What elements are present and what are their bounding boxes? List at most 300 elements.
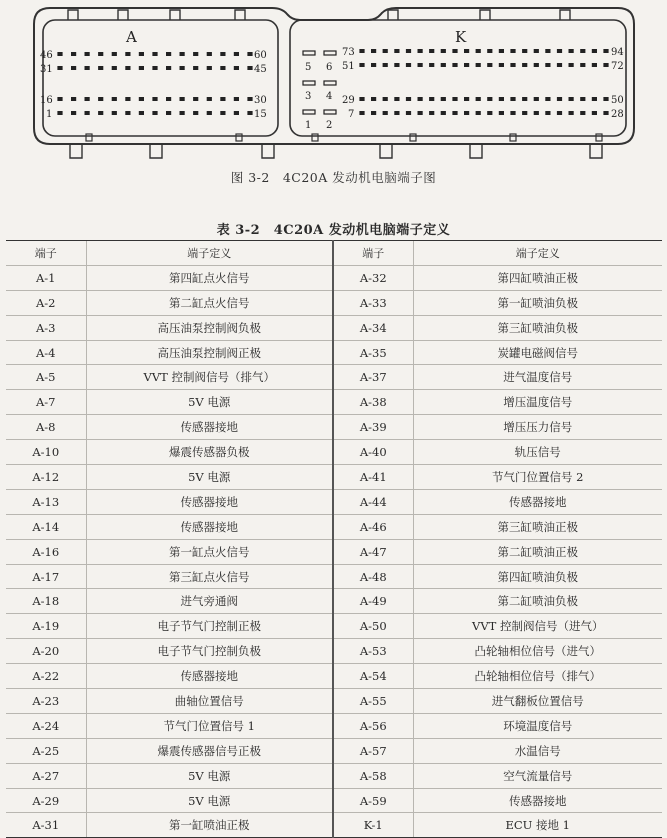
pin-a: [125, 52, 130, 56]
pin-a: [98, 66, 103, 70]
pin-a: [234, 111, 239, 115]
terminal-definition-table: [6, 240, 662, 838]
pin-a: [125, 97, 130, 101]
pin-a: [220, 66, 225, 70]
terminal-id-cell: A-13: [6, 489, 86, 514]
pin-k: [383, 63, 388, 67]
terminal-definition-cell: 5V 电源: [86, 763, 333, 788]
terminal-definition-cell: 第一缸喷油负极: [413, 290, 662, 315]
pin-a: [220, 111, 225, 115]
pin-k: [406, 97, 411, 101]
terminal-definition-cell: 进气温度信号: [413, 365, 662, 390]
pin-k: [534, 49, 539, 53]
pin-k: [487, 97, 492, 101]
terminal-definition-cell: 传感器接地: [413, 489, 662, 514]
pin-k: [371, 111, 376, 115]
terminal-id-cell: A-53: [333, 639, 413, 664]
pin-k: [418, 63, 423, 67]
terminal-id-cell: A-38: [333, 390, 413, 415]
terminal-id-cell: K-1: [333, 813, 413, 838]
terminal-id-cell: A-4: [6, 340, 86, 365]
pin-k: [522, 63, 527, 67]
table-row: [6, 639, 662, 664]
pin-a: [85, 111, 90, 115]
pin-label-k-73: 73: [342, 47, 355, 58]
ecu-connector-diagram: [0, 0, 667, 168]
terminal-definition-cell: 凸轮轴相位信号（排气）: [413, 664, 662, 689]
terminal-id-cell: A-47: [333, 539, 413, 564]
table-row: [6, 465, 662, 490]
terminal-id-cell: A-12: [6, 465, 86, 490]
pin-a: [234, 97, 239, 101]
terminal-definition-cell: 传感器接地: [86, 489, 333, 514]
terminal-id-cell: A-5: [6, 365, 86, 390]
pin-k: [545, 49, 550, 53]
pin-k: [592, 97, 597, 101]
terminal-id-cell: A-32: [333, 265, 413, 290]
connector-block-a: [43, 20, 278, 136]
pin-a: [71, 97, 76, 101]
table-header-cell: 端子: [6, 241, 86, 266]
pin-a: [85, 52, 90, 56]
pin-k: [441, 49, 446, 53]
pin-k: [394, 97, 399, 101]
block-k-small-pins: [303, 51, 336, 114]
pin-k: [464, 63, 469, 67]
pin-k: [476, 63, 481, 67]
pin-k: [406, 49, 411, 53]
pin-a: [180, 66, 185, 70]
pin-a: [139, 66, 144, 70]
pin-k: [499, 49, 504, 53]
pin-k: [383, 49, 388, 53]
pin-label-a-16: 16: [40, 95, 53, 106]
pin-a: [71, 111, 76, 115]
pin-k: [394, 63, 399, 67]
terminal-definition-cell: 轨压信号: [413, 440, 662, 465]
table-row: [6, 738, 662, 763]
connector-top-tabs: [68, 10, 570, 20]
pin-k: [429, 111, 434, 115]
pin-k: [510, 97, 515, 101]
pin-a: [85, 97, 90, 101]
terminal-definition-cell: ECU 接地 1: [413, 813, 662, 838]
terminal-definition-cell: 进气翻板位置信号: [413, 689, 662, 714]
pin-k: [441, 63, 446, 67]
terminal-definition-cell: 第三缸点火信号: [86, 564, 333, 589]
pin-k: [557, 97, 562, 101]
pin-label-a-1: 1: [46, 109, 53, 120]
table-row: [6, 713, 662, 738]
terminal-id-cell: A-50: [333, 614, 413, 639]
pin-k: [534, 63, 539, 67]
terminal-id-cell: A-29: [6, 788, 86, 813]
terminal-id-cell: A-27: [6, 763, 86, 788]
terminal-id-cell: A-46: [333, 514, 413, 539]
table-header-cell: 端子定义: [86, 241, 333, 266]
pin-k: [452, 97, 457, 101]
table-row: [6, 440, 662, 465]
table-row: [6, 340, 662, 365]
pin-k: [441, 111, 446, 115]
pin-k: [383, 97, 388, 101]
table-row: [6, 589, 662, 614]
pin-a: [193, 111, 198, 115]
terminal-id-cell: A-57: [333, 738, 413, 763]
table-row: [6, 489, 662, 514]
pin-a: [139, 97, 144, 101]
pin-k: [569, 97, 574, 101]
pin-k: [557, 111, 562, 115]
terminal-id-cell: A-25: [6, 738, 86, 763]
pin-a: [247, 97, 252, 101]
pin-k: [429, 97, 434, 101]
pin-k: [371, 49, 376, 53]
terminal-id-cell: A-23: [6, 689, 86, 714]
pin-a: [234, 52, 239, 56]
terminal-definition-cell: 传感器接地: [86, 415, 333, 440]
pin-k: [452, 111, 457, 115]
terminal-definition-cell: 爆震传感器信号正极: [86, 738, 333, 763]
pin-k: [441, 97, 446, 101]
pin-a: [220, 97, 225, 101]
pin-k: [499, 97, 504, 101]
pin-k: [406, 111, 411, 115]
pin-a: [166, 52, 171, 56]
terminal-definition-cell: 增压压力信号: [413, 415, 662, 440]
terminal-definition-cell: 第四缸喷油负极: [413, 564, 662, 589]
pin-k: [476, 49, 481, 53]
pin-k: [452, 49, 457, 53]
table-row: [6, 564, 662, 589]
table-header-cell: 端子定义: [413, 241, 662, 266]
pin-k: [499, 63, 504, 67]
pin-k: [371, 63, 376, 67]
pin-k: [510, 111, 515, 115]
terminal-id-cell: A-16: [6, 539, 86, 564]
terminal-definition-cell: 5V 电源: [86, 390, 333, 415]
pin-k: [499, 111, 504, 115]
pin-a: [139, 52, 144, 56]
pin-label-k-4: 4: [326, 91, 333, 102]
terminal-id-cell: A-54: [333, 664, 413, 689]
pin-k: [580, 63, 585, 67]
pin-a: [180, 52, 185, 56]
terminal-definition-cell: 增压温度信号: [413, 390, 662, 415]
pin-k: [418, 111, 423, 115]
terminal-id-cell: A-19: [6, 614, 86, 639]
pin-k: [603, 49, 608, 53]
terminal-id-cell: A-58: [333, 763, 413, 788]
terminal-definition-cell: 传感器接地: [86, 664, 333, 689]
terminal-definition-cell: 传感器接地: [86, 514, 333, 539]
pin-label-k-6: 6: [326, 62, 333, 73]
pin-k: [569, 49, 574, 53]
pin-a: [247, 66, 252, 70]
pin-a: [57, 52, 62, 56]
pin-a: [207, 97, 212, 101]
pin-k: [476, 97, 481, 101]
pin-a: [152, 66, 157, 70]
pin-k: [557, 63, 562, 67]
pin-a: [220, 52, 225, 56]
terminal-definition-cell: 爆震传感器负极: [86, 440, 333, 465]
pin-a: [112, 66, 117, 70]
table-title: 表 3-2 4C20A 发动机电脑端子定义: [216, 223, 451, 238]
terminal-definition-cell: 第四缸喷油正极: [413, 265, 662, 290]
table-row: [6, 813, 662, 838]
pin-k: [545, 97, 550, 101]
terminal-definition-cell: 电子节气门控制正极: [86, 614, 333, 639]
pin-label-k-94: 94: [611, 47, 624, 58]
pin-a: [234, 66, 239, 70]
pin-k: [418, 49, 423, 53]
terminal-definition-cell: 电子节气门控制负极: [86, 639, 333, 664]
pin-k: [487, 111, 492, 115]
pin-a: [112, 111, 117, 115]
pin-a: [193, 97, 198, 101]
terminal-id-cell: A-56: [333, 713, 413, 738]
terminal-id-cell: A-8: [6, 415, 86, 440]
table-row: [6, 689, 662, 714]
terminal-id-cell: A-14: [6, 514, 86, 539]
terminal-definition-cell: 节气门位置信号 2: [413, 465, 662, 490]
pin-label-k-51: 51: [342, 61, 355, 72]
pin-k: [359, 63, 364, 67]
terminal-definition-cell: 第二缸喷油负极: [413, 589, 662, 614]
terminal-id-cell: A-10: [6, 440, 86, 465]
table-row: [6, 614, 662, 639]
table-row: [6, 290, 662, 315]
terminal-id-cell: A-55: [333, 689, 413, 714]
pin-k: [534, 97, 539, 101]
pin-label-a-15: 15: [254, 109, 267, 120]
pin-k: [603, 111, 608, 115]
terminal-definition-cell: 5V 电源: [86, 788, 333, 813]
connector-outer-shell: [34, 8, 634, 144]
pin-label-k-2: 2: [326, 120, 333, 131]
terminal-definition-cell: 高压油泵控制阀负极: [86, 315, 333, 340]
table-row: [6, 763, 662, 788]
pin-k: [359, 97, 364, 101]
terminal-definition-cell: VVT 控制阀信号（排气）: [86, 365, 333, 390]
terminal-id-cell: A-20: [6, 639, 86, 664]
pin-k: [522, 49, 527, 53]
pin-a: [166, 111, 171, 115]
terminal-id-cell: A-35: [333, 340, 413, 365]
pin-a: [180, 111, 185, 115]
terminal-id-cell: A-39: [333, 415, 413, 440]
pin-k: [452, 63, 457, 67]
terminal-id-cell: A-18: [6, 589, 86, 614]
pin-label-k-7: 7: [348, 109, 355, 120]
pin-a: [152, 111, 157, 115]
pin-a: [125, 111, 130, 115]
block-k-pin-rows: [359, 49, 608, 115]
pin-a: [207, 52, 212, 56]
terminal-definition-cell: 第四缸点火信号: [86, 265, 333, 290]
pin-a: [112, 97, 117, 101]
pin-k: [487, 49, 492, 53]
terminal-id-cell: A-37: [333, 365, 413, 390]
terminal-id-cell: A-41: [333, 465, 413, 490]
table-row: [6, 265, 662, 290]
terminal-definition-cell: 节气门位置信号 1: [86, 713, 333, 738]
pin-k: [580, 97, 585, 101]
pin-a: [71, 66, 76, 70]
pin-k: [580, 111, 585, 115]
pin-k: [545, 111, 550, 115]
terminal-id-cell: A-1: [6, 265, 86, 290]
terminal-id-cell: A-17: [6, 564, 86, 589]
table-row: [6, 315, 662, 340]
pin-a: [85, 66, 90, 70]
pin-a: [57, 66, 62, 70]
table-row: [6, 539, 662, 564]
pin-a: [112, 52, 117, 56]
terminal-definition-cell: 5V 电源: [86, 465, 333, 490]
pin-a: [180, 97, 185, 101]
pin-k: [510, 63, 515, 67]
pin-a: [193, 52, 198, 56]
pin-label-a-31: 31: [40, 64, 53, 75]
table-row: [6, 664, 662, 689]
pin-k: [418, 97, 423, 101]
terminal-definition-cell: VVT 控制阀信号（进气）: [413, 614, 662, 639]
pin-a: [193, 66, 198, 70]
pin-k: [569, 111, 574, 115]
pin-a: [152, 97, 157, 101]
pin-a: [166, 97, 171, 101]
pin-k: [569, 63, 574, 67]
pin-k: [464, 49, 469, 53]
pin-k: [545, 63, 550, 67]
terminal-id-cell: A-3: [6, 315, 86, 340]
terminal-definition-cell: 凸轮轴相位信号（进气）: [413, 639, 662, 664]
terminal-id-cell: A-49: [333, 589, 413, 614]
pin-k: [359, 111, 364, 115]
pin-k: [592, 63, 597, 67]
terminal-definition-cell: 第三缸喷油负极: [413, 315, 662, 340]
pin-k: [464, 97, 469, 101]
table-row: [6, 514, 662, 539]
pin-k: [383, 111, 388, 115]
table-row: [6, 415, 662, 440]
terminal-definition-cell: 第一缸喷油正极: [86, 813, 333, 838]
pin-a: [57, 97, 62, 101]
pin-k: [464, 111, 469, 115]
terminal-definition-cell: 第二缸喷油正极: [413, 539, 662, 564]
terminal-definition-cell: 环境温度信号: [413, 713, 662, 738]
pin-label-a-46: 46: [40, 50, 53, 61]
pin-label-a-45: 45: [254, 64, 267, 75]
pin-a: [166, 66, 171, 70]
block-k-label: K: [455, 28, 467, 46]
pin-k: [394, 111, 399, 115]
terminal-id-cell: A-44: [333, 489, 413, 514]
pin-label-k-29: 29: [342, 95, 355, 106]
table-row: [6, 788, 662, 813]
pin-k: [510, 49, 515, 53]
pin-a: [247, 111, 252, 115]
pin-k: [522, 97, 527, 101]
pin-k: [429, 63, 434, 67]
pin-k: [359, 49, 364, 53]
connector-inner-slots: [86, 134, 602, 141]
pin-label-a-30: 30: [254, 95, 267, 106]
pin-k: [592, 111, 597, 115]
pin-label-k-50: 50: [611, 95, 624, 106]
table-header-cell: 端子: [333, 241, 413, 266]
pin-label-k-72: 72: [611, 61, 624, 72]
terminal-definition-cell: 第三缸喷油正极: [413, 514, 662, 539]
pin-a: [207, 111, 212, 115]
pin-k: [580, 49, 585, 53]
pin-k: [557, 49, 562, 53]
pin-k: [603, 97, 608, 101]
terminal-definition-cell: 空气流量信号: [413, 763, 662, 788]
pin-a: [98, 111, 103, 115]
connector-bottom-tabs: [70, 144, 602, 158]
pin-k: [371, 97, 376, 101]
pin-a: [139, 111, 144, 115]
pin-k: [476, 111, 481, 115]
terminal-definition-cell: 炭罐电磁阀信号: [413, 340, 662, 365]
pin-label-k-1: 1: [305, 120, 312, 131]
table-row: [6, 390, 662, 415]
pin-k: [603, 63, 608, 67]
pin-a: [71, 52, 76, 56]
terminal-definition-cell: 进气旁通阀: [86, 589, 333, 614]
pin-a: [207, 66, 212, 70]
pin-a: [98, 97, 103, 101]
terminal-definition-cell: 水温信号: [413, 738, 662, 763]
terminal-id-cell: A-24: [6, 713, 86, 738]
figure-caption: 图 3-2 4C20A 发动机电脑端子图: [230, 170, 437, 185]
terminal-id-cell: A-22: [6, 664, 86, 689]
terminal-definition-cell: 曲轴位置信号: [86, 689, 333, 714]
pin-label-k-3: 3: [305, 91, 312, 102]
terminal-id-cell: A-40: [333, 440, 413, 465]
pin-k: [522, 111, 527, 115]
terminal-id-cell: A-7: [6, 390, 86, 415]
pin-a: [152, 52, 157, 56]
terminal-definition-cell: 第一缸点火信号: [86, 539, 333, 564]
pin-a: [57, 111, 62, 115]
pin-k: [534, 111, 539, 115]
terminal-id-cell: A-31: [6, 813, 86, 838]
terminal-id-cell: A-48: [333, 564, 413, 589]
block-a-label: A: [126, 28, 137, 46]
pin-label-k-28: 28: [611, 109, 624, 120]
pin-k: [394, 49, 399, 53]
pin-a: [125, 66, 130, 70]
terminal-definition-cell: 传感器接地: [413, 788, 662, 813]
block-a-pin-rows: [57, 52, 252, 115]
pin-a: [98, 52, 103, 56]
terminal-id-cell: A-33: [333, 290, 413, 315]
pin-k: [487, 63, 492, 67]
pin-a: [247, 52, 252, 56]
table-row: [6, 365, 662, 390]
terminal-id-cell: A-34: [333, 315, 413, 340]
terminal-id-cell: A-59: [333, 788, 413, 813]
pin-k: [592, 49, 597, 53]
pin-k: [406, 63, 411, 67]
terminal-definition-cell: 高压油泵控制阀正极: [86, 340, 333, 365]
pin-k: [429, 49, 434, 53]
table-header-row: [6, 241, 662, 266]
